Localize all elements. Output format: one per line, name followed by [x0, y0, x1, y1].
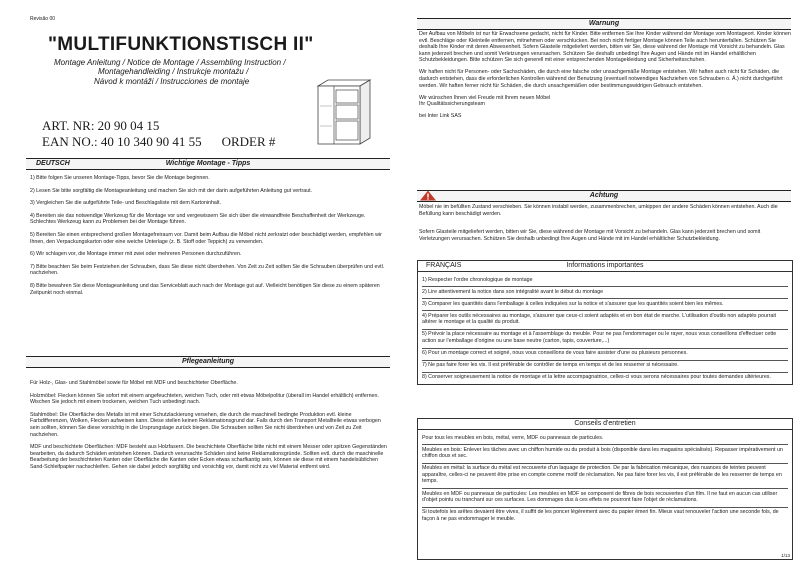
conseils-box — [417, 418, 793, 560]
francais-list — [418, 272, 792, 384]
info-item: 3) Comparer les quantités dans l'emballage à celles indiquées sur la notice et s'assurer que les quantités soient bien les mêmes. — [422, 299, 788, 311]
product-title: "MULTIFUNKTIONSTISCH II" — [48, 34, 314, 55]
section-title: Informations importantes — [566, 262, 644, 269]
tip-item: 3) Vergleichen Sie die aufgeführte Teile- und Beschlagsliste mit dem Kartoninhalt. — [30, 200, 221, 207]
subtitle-line: Montagehandleiding / Instrukcje montażu / — [98, 67, 249, 77]
francais-header — [418, 261, 792, 272]
achtung-paragraph: Möbel nie im befüllten Zustand verschieben. Sie können instabil werden, zusammenbrechen, umkippen der andere Schäden können entstehen. Auch die Befüllung kann beschädigt werden. — [419, 204, 778, 217]
conseils-item: Pour tous les meubles en bois, métal, verre, MDF ou panneaux de particules. — [422, 433, 788, 445]
conseils-list — [418, 430, 792, 525]
achtung-text — [419, 204, 791, 248]
info-item: 8) Conserver soigneusement la notice de montage et la lettre accompagnatrice, celles-ci vous serons nécessaires pour toutes demandes ultérieures. — [422, 374, 771, 381]
subtitle-line: Návod k montáži / Instrucciones de montaje — [94, 76, 250, 86]
tip-item: 5) Bereiten Sie einen entsprechend großen Montagefreiraum vor. Damit beim Aufbau die Möbel nicht zerkratzt oder beschädigt werden, empfehlen wir Ihnen, den Verpackungskarton oder eine weiche Unterlage (z. B. Stoff oder Teppich) zu verwenden. — [30, 231, 382, 245]
tip-item: 2) Lesen Sie bitte sorgfältig die Montageanleitung und machen Sie sich mit der darin aufgeführten Anleitung gut vertraut. — [30, 187, 313, 194]
ean-number: EAN NO.: 40 10 340 90 41 55 — [42, 134, 202, 149]
ean-line — [42, 134, 275, 150]
conseils-item: Meubles en métal: la surface du métal est recouverte d'un laquage de protection. De par la fabrication mécanique, des nuances de teintes peuvent apparaître, celles-ci ne peuvent être prise en compte comme motif de réclamation. Ne pas faire forer les vis, il est préférable de les resserrer de temps en temps. — [422, 464, 788, 489]
tip-item: 1) Bitte folgen Sie unseren Montage-Tipps, bevor Sie die Montage beginnen. — [30, 175, 210, 181]
tip-item: 6) Wir schlagen vor, die Montage immer mit zwei oder mehreren Personen durchzuführen. — [30, 251, 242, 258]
info-item: 2) Lire attentivement la notice dans son intégralité avant le début du montage — [422, 287, 788, 299]
info-item: 7) Ne pas faire forer les vis. Il est préférable de contrôler de temps en temps et de les resserrer si nécessaire. — [422, 361, 788, 373]
section-header-warnung: Warnung — [417, 18, 791, 30]
care-item: MDF und beschichtete Oberflächen: MDF besteht aus Holzfasern. Die beschichtete Oberfläche bitte nicht mit einem Messer oder spitzen Gegenständen bearbeiten, da dadurch Schäden entstehen können. Dadurch verursachte Schäden sind keine Reklamationsgründe. Sollten evtl. durch die maschinelle Bearbeitung der beschichteten Kanten oder Oberfläche die Kanten oder Ecken etwas scharfkantig sein, können sie diese mit einem handelsüblichen Sand-Schleifpapier nachschleifen. Gehen sie dabei jedoch sorgfältig und vorsichtig vor, damit nicht zu viel Material entfernt wird. — [30, 444, 387, 470]
cabinet-illustration — [312, 76, 374, 146]
section-title: Wichtige Montage - Tipps — [165, 160, 251, 167]
warnung-paragraph: Wir wünschen Ihnen viel Freude mit Ihrem neuen Möbel — [419, 94, 551, 101]
language-label: DEUTSCH — [36, 160, 70, 167]
subtitle-line: Montage Anleitung / Notice de Montage / Assembling Instruction / — [54, 58, 286, 67]
language-label: FRANÇAIS — [426, 262, 462, 269]
info-item: 6) Pour un montage correct et soigné, nous vous conseillons de vous faire assister d'une ou plusieurs personnes. — [422, 349, 788, 361]
conseils-item: Si toutefois les arêtes devaient être vives, il suffit de les poncer légèrement avec du papier émeri fin. Mieux vaut renouveler l'action une seconde fois, de façon à ne pas endommager le meuble. — [422, 509, 779, 522]
care-item: Für Holz-, Glas- und Stahlmöbel sowie für Möbel mit MDF und beschichteter Oberfläche. — [30, 380, 238, 386]
conseils-item: Meubles en MDF ou panneaux de particules: Les meubles en MDF se composent de fibres de bois recouvertes d'un film. Il ne faut en aucun cas utiliser d'objet pointu ou tranchant sur ces surfaces. Les dommages dus à ces effets ne pourront faire l'objet de réclamations. — [422, 489, 788, 508]
conseils-item: Meubles en bois: Enlever les tâches avec un chiffon humide ou du produit à bois (disponible dans les magasins spécialisés). Repasser impérativement un chiffon doux et sec. — [422, 445, 788, 464]
care-item: Stahlmöbel: Die Oberfläche des Metalls ist mit einer Schutzlackierung versehen, die durch die maschinell bedingte Produktion evtl. kleine Farbdifferenzen, Wolken, Flecken aufweisen kann. Diese stellen keinen Reklamationsgrund dar. Falls durch den Transport Metallteile etwas verbogen sein sollten, können Sie diese vorsichtig in die Ursprungslage zurück biegen. Die Schrauben sollten Sie nicht überdrehen und von Zeit zu Zeit nachziehen. — [30, 411, 381, 438]
order-label: ORDER # — [221, 134, 276, 149]
warnung-paragraph: Wir haften nicht für Personen- oder Sachschäden, die durch eine falsche oder unsachgemäße Montage entstehen. Wir haften auch nicht für Schäden, die dadurch entstehen, dass die erforderlichen Kontrollen während der Benutzung (eventuell notwendiges Nachziehen von Schrauben o. Ä.) nicht durchgeführt werden. Wir haften ferner nicht für Schäden, die durch unsachgemäßen oder bestimmungswidrigen Gebrauch entstehen. — [419, 69, 783, 89]
right-page — [411, 10, 796, 560]
section-title: Conseils d'entretien — [574, 420, 636, 427]
revision-label: Revisão 00 — [30, 16, 56, 22]
achtung-paragraph: Sofern Glasteile mitgeliefert werden, bitten wir Sie, diese während der Montage mit Vorsicht zu behandeln. Glas kann jederzeit brechen und somit Verletzungen verursachen. Schützen Sie deshalb unbedingt Ihre Augen und Hände mit im Handel erhältlicher Schutzbekleidung. — [419, 229, 761, 242]
warnung-paragraph: bei Inter Link SAS — [419, 113, 462, 120]
warning-triangle-icon — [419, 190, 437, 201]
tip-item: 4) Bereiten sie das notwendige Werkzeug für die Montage vor und vergewissern Sie sich über die einwandfreie Beschaffenheit der Werkzeuge. Schlechtes Werkzeug kann zu Problemen bei der Montage führen. — [30, 212, 366, 226]
warnung-text — [419, 31, 791, 126]
tips-list — [30, 175, 390, 302]
info-item: 1) Respecter l'ordre chronologique de montage — [422, 275, 788, 287]
tip-item: 8) Bitte bewahren Sie diese Montageanleitung und das Serviceblatt auch nach der Montage gut auf. Vielleicht benötigen Sie diese zu einem späteren Zeitpunkt noch einmal. — [30, 282, 380, 296]
page-number: 1/13 — [781, 553, 790, 558]
info-item: 4) Préparer les outils nécessaires au montage, s'assurer que ceux-ci soient adaptés et en bon état de marche. L'utilisation d'outils non adaptés pourrait altérer le montage et la qualité du produit. — [422, 311, 788, 330]
warnung-paragraph: Der Aufbau von Möbeln ist nur für Erwachsene gedacht, nicht für Kinder. Bitte entfernen Sie Ihre Kinder während der Montage vom Montageort. Kinder können evtl. Beschläge oder Kleinteile entfernen, mitnehmen oder verschlucken. Bei noch nicht fertiger Montage können Teile auch herunterfallen. Schützen Sie deshalb Ihre Kinder mit deren Abwesenheit. Sofern Glasteile mitgeliefert werden, bitten wir Sie, diese während der Montage mit Vorsicht zu behandeln. Glas kann jederzeit brechen und somit Verletzungen verursachen. Schützen Sie deshalb unbedingt Ihre Augen und Hände mit im Handel erhältlichen Schutzbekleidungen. Bitte schützen Sie sich generell mit einer entsprechenden Montagekleidung und Sicherheitsschuhen. — [419, 31, 791, 64]
info-item: 5) Prévoir la place nécessaire au montage et à l'assemblage du meuble. Pour ne pas l'endommager ou le rayer, nous vous conseillons d'effectuer cette action sur l'emballage d'origine ou une base neutre (carton, tapis, couverture,...) — [422, 330, 788, 349]
care-item: Holzmöbel: Flecken können Sie sofort mit einem angefeuchteten, weichen Tuch, oder mit etwas Möbelpolitur (überall im Handel erhältlich) entfernen. Wischen Sie jedoch mit einem trockenen, weichen Tuch unbedingt nach. — [30, 392, 379, 406]
section-header-care — [26, 356, 390, 368]
subtitle-block — [54, 58, 286, 86]
section-title: Pflegeanleitung — [181, 358, 235, 365]
section-header-tips — [26, 158, 390, 170]
tip-item: 7) Bitte beachten Sie beim Festziehen der Schrauben, dass Sie diese nicht überdrehen. Von Zeit zu Zeit sollten Sie die Schrauben überprüfen und evtl. nachziehen. — [30, 263, 385, 277]
conseils-header — [418, 419, 792, 430]
article-number: ART. NR: 20 90 04 15 — [42, 118, 160, 133]
section-title: Achtung — [589, 192, 619, 199]
warnung-paragraph: Ihr Qualitätssicherungsteam — [419, 101, 485, 108]
care-list — [30, 380, 390, 477]
section-header-achtung — [417, 190, 791, 202]
francais-box — [417, 260, 793, 385]
left-page — [12, 10, 397, 560]
